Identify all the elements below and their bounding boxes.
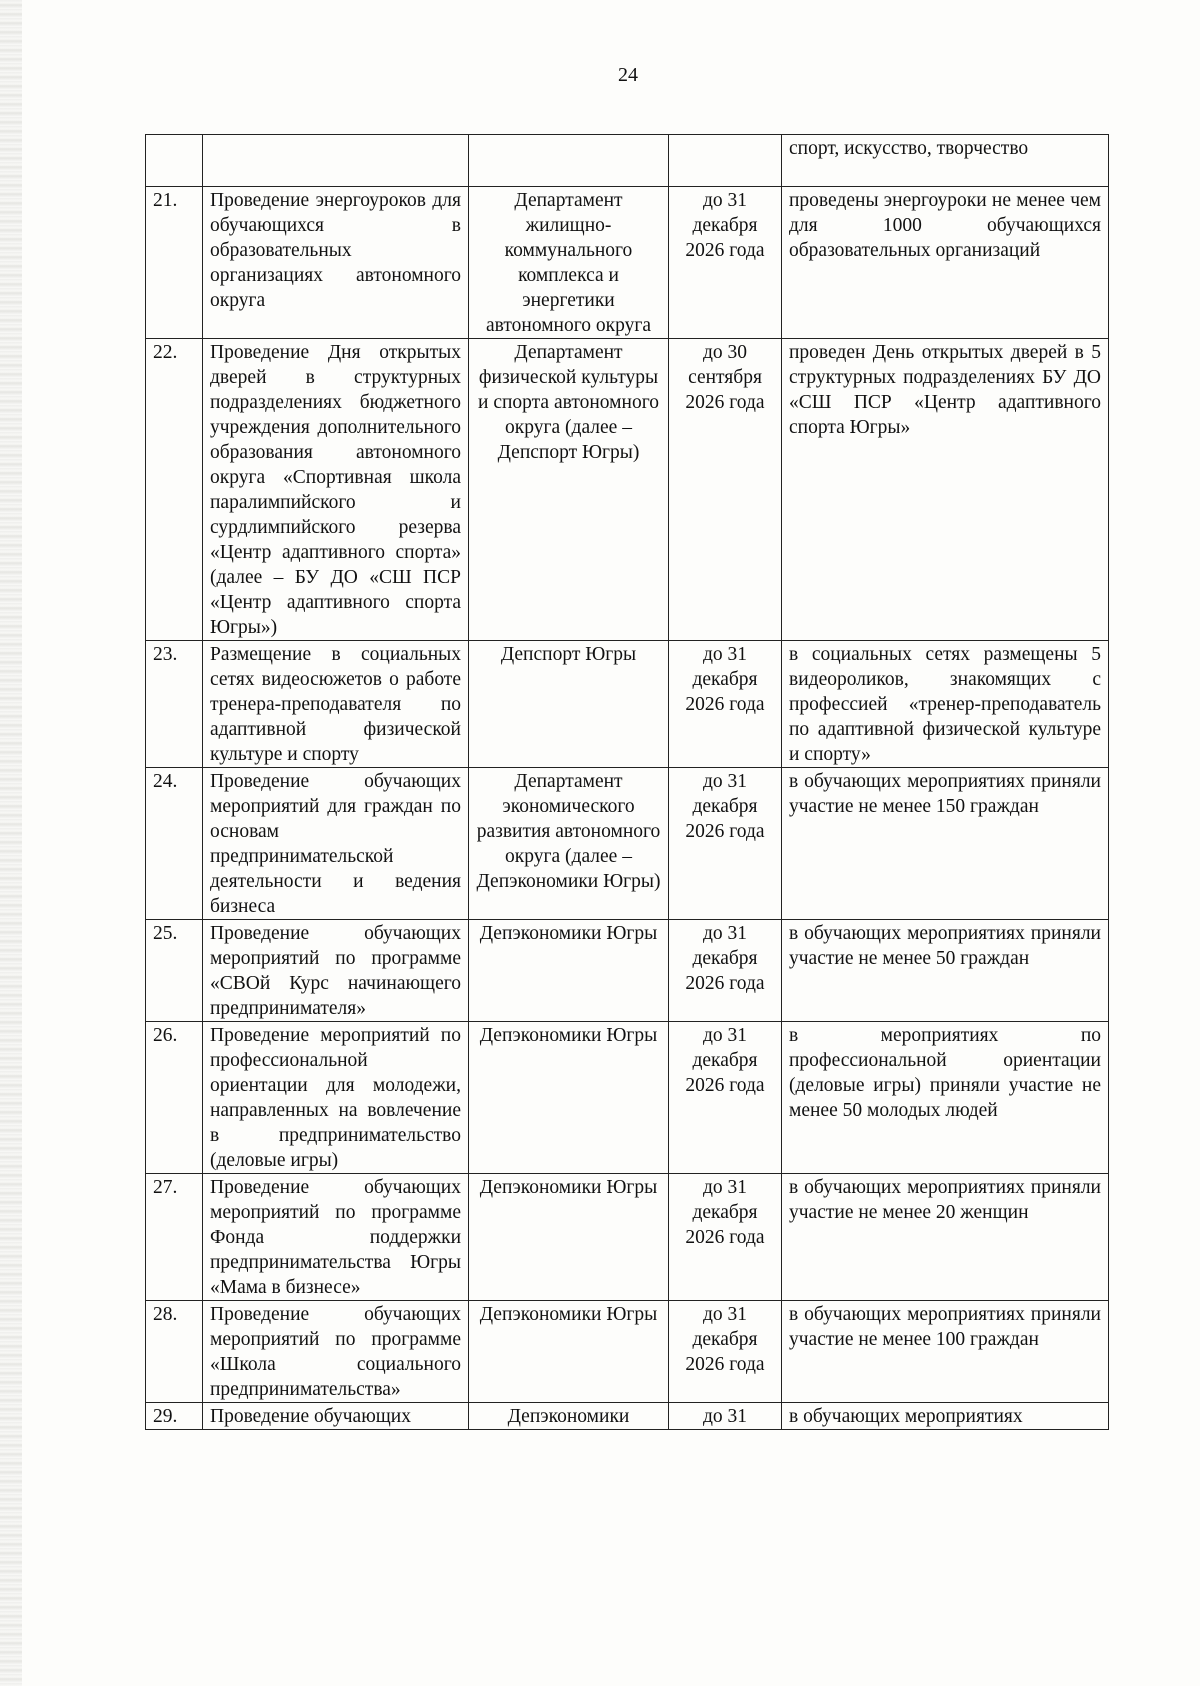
table-row [146,641,1109,768]
page-number: 24 [618,64,638,86]
table-row [146,768,1109,920]
row-number: 28. [146,1301,203,1403]
responsible-cell: Департамент экономического развития автономного округа (далее – Депэкономики Югры) [469,768,669,920]
table-row [146,1301,1109,1403]
deadline-cell: до 31 декабря 2026 года [669,187,782,339]
row-number: 25. [146,920,203,1022]
row-number: 21. [146,187,203,339]
event-cell: Проведение обучающих мероприятий по программе Фонда поддержки предпринимательства Югры «Мама в бизнесе» [203,1174,469,1301]
responsible-cell: Депэкономики [469,1403,669,1430]
deadline-cell: до 31 декабря 2026 года [669,641,782,768]
row-number: 22. [146,339,203,641]
result-cell: в обучающих мероприятиях приняли участие не менее 100 граждан [782,1301,1109,1403]
table-row [146,1022,1109,1174]
event-cell: Проведение обучающих мероприятий по программе «Школа социального предпринимательства» [203,1301,469,1403]
row-number: 26. [146,1022,203,1174]
deadline-cell [669,135,782,187]
event-cell: Проведение Дня открытых дверей в структурных подразделениях бюджетного учреждения дополнительного образования автономного округа «Спортивная школа паралимпийского и сурдлимпийского резерва «Центр адаптивного спорта» (далее – БУ ДО «СШ ПСР «Центр адаптивного спорта Югры») [203,339,469,641]
result-cell: в обучающих мероприятиях приняли участие не менее 20 женщин [782,1174,1109,1301]
responsible-cell: Департамент жилищно-коммунального комплекса и энергетики автономного округа [469,187,669,339]
responsible-cell [469,135,669,187]
row-number: 27. [146,1174,203,1301]
event-cell: Проведение мероприятий по профессиональной ориентации для молодежи, направленных на вовлечение в предпринимательство (деловые игры) [203,1022,469,1174]
event-cell: Проведение обучающих [203,1403,469,1430]
event-cell: Проведение обучающих мероприятий по программе «СВОй Курс начинающего предпринимателя» [203,920,469,1022]
result-cell: в социальных сетях размещены 5 видеороликов, знакомящих с профессией «тренер-преподаватель по адаптивной физической культуре и спорту» [782,641,1109,768]
deadline-cell: до 31 [669,1403,782,1430]
deadline-cell: до 31 декабря 2026 года [669,768,782,920]
deadline-cell: до 31 декабря 2026 года [669,1022,782,1174]
table-row [146,187,1109,339]
table-row-continuation [146,135,1109,187]
result-cell: проведен День открытых дверей в 5 структурных подразделениях БУ ДО «СШ ПСР «Центр адаптивного спорта Югры» [782,339,1109,641]
deadline-cell: до 31 декабря 2026 года [669,1174,782,1301]
table-row [146,1174,1109,1301]
responsible-cell: Депэкономики Югры [469,1301,669,1403]
result-cell: проведены энергоуроки не менее чем для 1000 обучающихся образовательных организаций [782,187,1109,339]
deadline-cell: до 30 сентября 2026 года [669,339,782,641]
table-row [146,339,1109,641]
responsible-cell: Депэкономики Югры [469,1174,669,1301]
responsible-cell: Депэкономики Югры [469,920,669,1022]
result-cell: в обучающих мероприятиях приняли участие не менее 150 граждан [782,768,1109,920]
result-cell: в обучающих мероприятиях приняли участие не менее 50 граждан [782,920,1109,1022]
result-cell: в мероприятиях по профессиональной ориентации (деловые игры) приняли участие не менее 50 молодых людей [782,1022,1109,1174]
scan-edge [0,0,22,1686]
num-cell [146,135,203,187]
responsible-cell: Департамент физической культуры и спорта автономного округа (далее – Депспорт Югры) [469,339,669,641]
row-number: 29. [146,1403,203,1430]
table-row [146,1403,1109,1430]
deadline-cell: до 31 декабря 2026 года [669,920,782,1022]
event-cell: Размещение в социальных сетях видеосюжетов о работе тренера-преподавателя по адаптивной физической культуре и спорту [203,641,469,768]
row-number: 24. [146,768,203,920]
event-cell [203,135,469,187]
responsible-cell: Депспорт Югры [469,641,669,768]
result-cell: в обучающих мероприятиях [782,1403,1109,1430]
deadline-cell: до 31 декабря 2026 года [669,1301,782,1403]
result-cell: спорт, искусство, творчество [782,135,1109,187]
plan-table [145,134,1109,1430]
table-row [146,920,1109,1022]
event-cell: Проведение энергоуроков для обучающихся в образовательных организациях автономного округа [203,187,469,339]
row-number: 23. [146,641,203,768]
event-cell: Проведение обучающих мероприятий для граждан по основам предпринимательской деятельности и ведения бизнеса [203,768,469,920]
responsible-cell: Депэкономики Югры [469,1022,669,1174]
